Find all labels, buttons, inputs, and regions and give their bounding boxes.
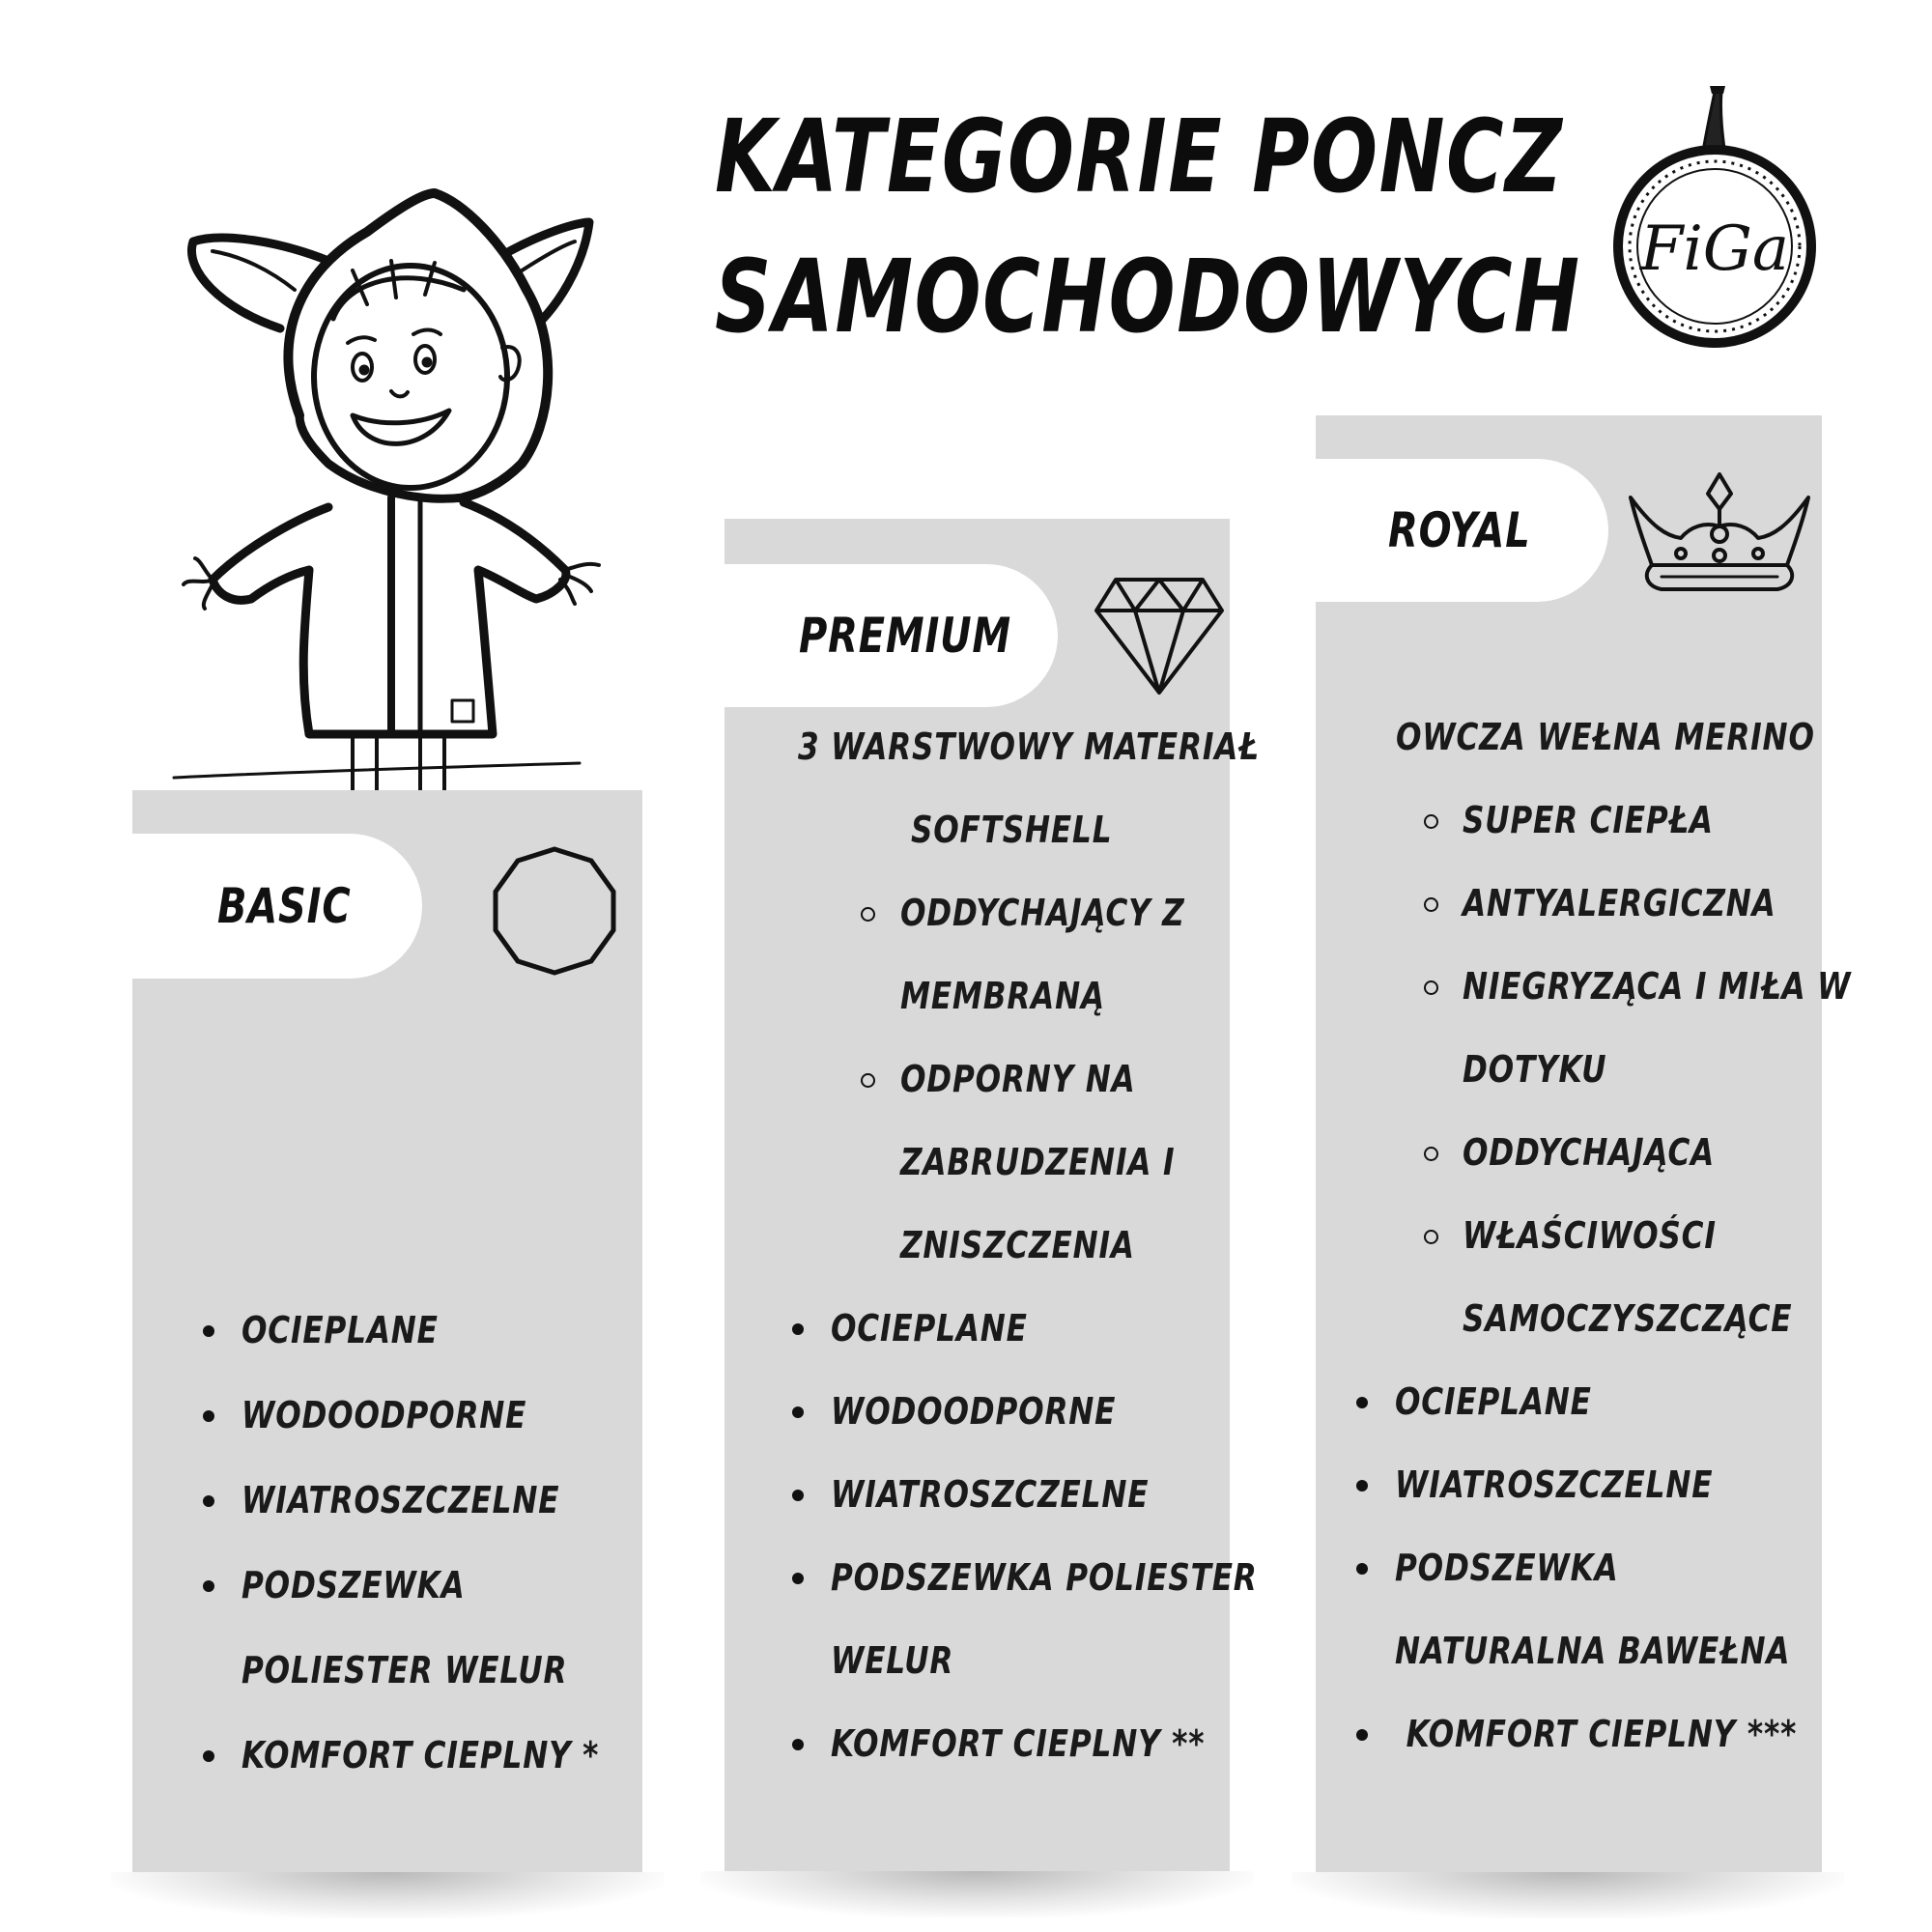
tab-royal <box>1316 459 1608 602</box>
card-royal-shadow <box>1292 1872 1844 1918</box>
tab-basic-label: BASIC <box>217 878 352 934</box>
list-item: WIATROSZCZELNE <box>1395 1443 1783 1526</box>
diamond-icon <box>1092 572 1227 697</box>
decagon-icon <box>487 843 622 979</box>
list-item: NATURALNA BAWEŁNA <box>1395 1630 1791 1672</box>
list-item: ODDYCHAJĄCY Z <box>900 871 1247 954</box>
list-item: PODSZEWKA <box>1395 1526 1667 1609</box>
list-item: OCIEPLANE <box>831 1287 1071 1370</box>
list-item: WODOODPORNE <box>831 1370 1179 1453</box>
list-item: WŁAŚCIWOŚCI <box>1463 1194 1772 1277</box>
list-item: WIATROSZCZELNE <box>242 1459 630 1542</box>
list-item: NIEGRYZĄCA I MIŁA W <box>1463 945 1932 1028</box>
list-item: PODSZEWKA <box>242 1544 514 1627</box>
premium-material-line-2: SOFTSHELL <box>911 809 1113 851</box>
list-item: MEMBRANĄ <box>900 975 1105 1017</box>
basic-feature-list <box>242 1289 647 1868</box>
list-item: ODPORNY NA <box>900 1037 1187 1121</box>
premium-material-line-1: 3 WARSTWOWY MATERIAŁ <box>798 725 1260 768</box>
list-item: PODSZEWKA POLIESTER <box>831 1536 1351 1619</box>
list-item: ZNISZCZENIA <box>900 1224 1135 1266</box>
list-item: ODDYCHAJĄCA <box>1463 1111 1770 1194</box>
list-item: KOMFORT CIEPLNY * <box>242 1714 678 1797</box>
page-title <box>715 87 1581 367</box>
crown-icon <box>1623 469 1816 604</box>
child-in-poncho-illustration <box>174 97 618 792</box>
card-basic-shadow <box>111 1872 664 1918</box>
tab-premium <box>724 564 1058 707</box>
card-premium-shadow <box>700 1871 1253 1918</box>
royal-material: OWCZA WEŁNA MERINO <box>1396 716 1815 758</box>
logo-text: FiGa <box>1639 213 1790 285</box>
page-title-line-1: KATEGORIE PONCZ <box>715 98 1564 215</box>
list-item: WIATROSZCZELNE <box>831 1453 1219 1536</box>
list-item: KOMFORT CIEPLNY *** <box>1395 1692 1886 1776</box>
list-item: ZABRUDZENIA I <box>900 1141 1176 1183</box>
list-item: POLIESTER WELUR <box>242 1649 568 1691</box>
list-item: SUPER CIEPŁA <box>1463 779 1769 862</box>
list-item: WELUR <box>831 1639 954 1682</box>
page-title-line-2: SAMOCHODOWYCH <box>715 238 1581 355</box>
royal-feature-list <box>1316 696 1852 1855</box>
list-item: WODOODPORNE <box>242 1374 589 1457</box>
list-item: OCIEPLANE <box>242 1289 482 1372</box>
list-item: SAMOCZYSZCZĄCE <box>1463 1297 1793 1340</box>
tab-royal-label: ROYAL <box>1388 502 1531 558</box>
tab-premium-label: PREMIUM <box>799 608 1012 664</box>
tab-basic <box>132 834 422 979</box>
list-item: ANTYALERGICZNA <box>1463 862 1845 945</box>
premium-feature-list <box>724 705 1260 1864</box>
list-item: DOTYKU <box>1463 1048 1607 1091</box>
list-item: OCIEPLANE <box>1395 1360 1635 1443</box>
fig-logo-icon <box>1604 82 1835 343</box>
list-item: KOMFORT CIEPLNY ** <box>831 1702 1287 1785</box>
